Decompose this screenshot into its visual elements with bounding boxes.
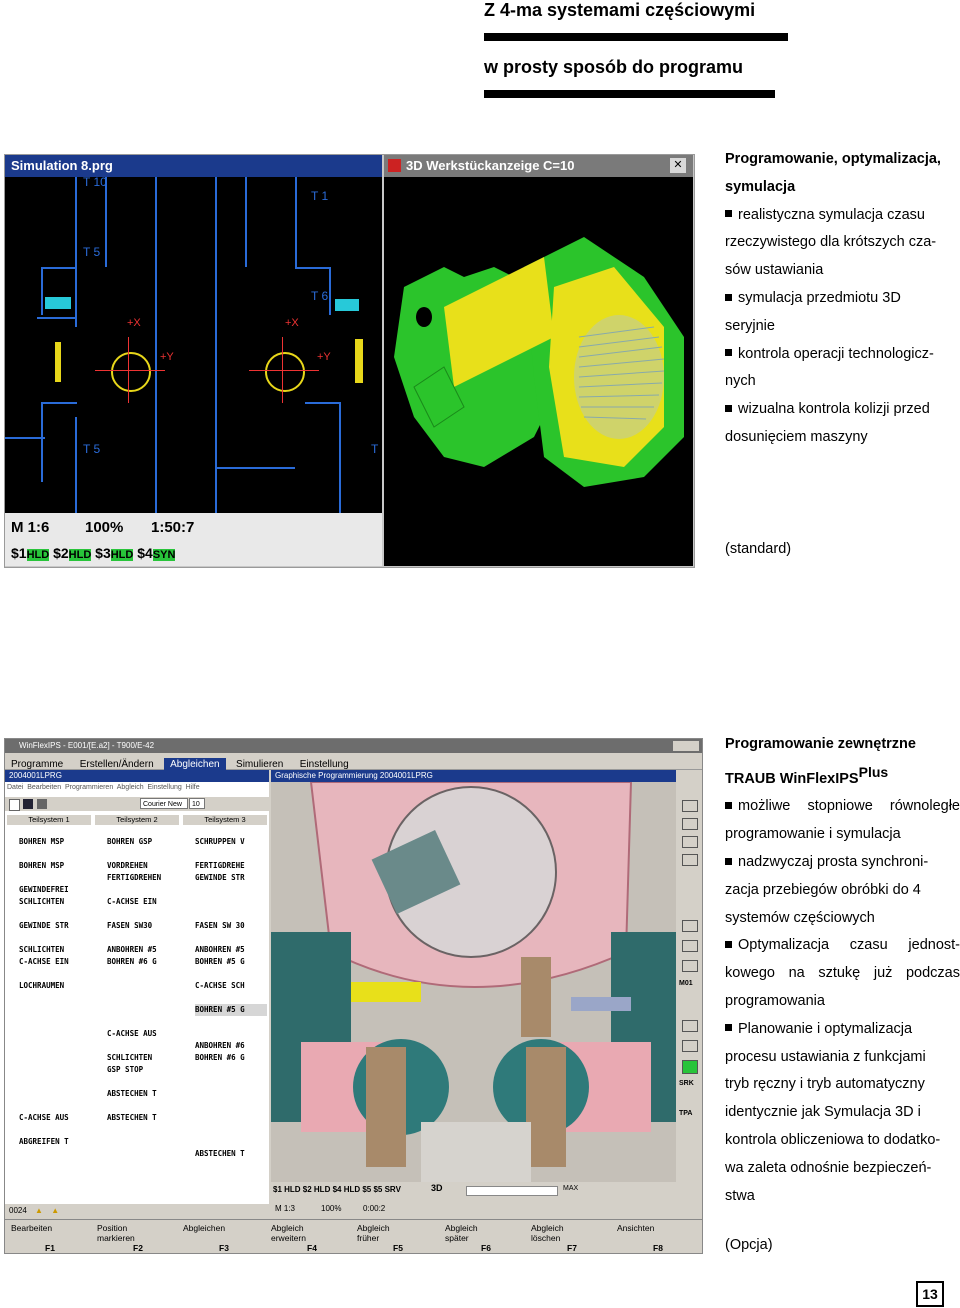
- program-step[interactable]: ABSTECHEN T: [107, 1089, 157, 1098]
- panel-status: [5, 1204, 269, 1218]
- bullet-item: nadzwyczaj prosta synchroni-: [725, 849, 960, 877]
- fkey-abgleich-loeschen[interactable]: Abgleich löschen: [531, 1223, 564, 1243]
- sim-systems-readout: $1 HLD $2 HLD $4 HLD $5 $5 SRV: [273, 1185, 401, 1194]
- program-panel: [5, 770, 269, 1218]
- close-icon[interactable]: ✕: [670, 158, 686, 173]
- scale-readout: M 1:6: [11, 519, 50, 536]
- subsystem-column-2: [107, 836, 179, 1124]
- program-step[interactable]: VORDREHEN: [107, 861, 148, 870]
- program-step[interactable]: FASEN SW30: [107, 921, 153, 930]
- bullet-line: tryb ręczny i tryb automatyczny: [725, 1076, 925, 1093]
- submenu: [7, 784, 200, 791]
- fkey-f5[interactable]: F5: [393, 1243, 403, 1253]
- fkey-abgleich-frueher[interactable]: Abgleich früher: [357, 1223, 390, 1243]
- axis-label-plus-x-2: +X: [285, 317, 299, 329]
- save-icon[interactable]: [23, 799, 33, 809]
- program-step[interactable]: GSP STOP: [107, 1065, 144, 1074]
- menu-erstellen[interactable]: Erstellen/Ändern: [79, 759, 154, 770]
- tool-label-t1: T 1: [311, 189, 329, 203]
- program-step[interactable]: C-ACHSE AUS: [107, 1029, 157, 1038]
- sim-time-readout: 0:00:2: [363, 1204, 386, 1213]
- program-step[interactable]: SCHLICHTEN: [107, 1053, 153, 1062]
- new-file-icon[interactable]: [9, 799, 20, 811]
- main-menu: [5, 754, 702, 770]
- tool-icon[interactable]: [682, 1020, 698, 1032]
- system-state: HLD: [26, 549, 50, 561]
- workpiece-3d-render: [384, 177, 693, 566]
- bullet-line: programowania: [725, 993, 825, 1009]
- graphic-programming-window: [271, 770, 676, 1218]
- warning-icon: ▲: [51, 1206, 60, 1215]
- system-id: $4: [137, 545, 153, 561]
- bullet-item: Planowanie i optymalizacja: [725, 1016, 960, 1044]
- submenu-datei[interactable]: Datei: [7, 784, 24, 791]
- bullet-square-icon: [725, 858, 732, 865]
- machine-3d-render: [271, 782, 676, 1182]
- program-step[interactable]: SCHLICHTEN: [19, 897, 65, 906]
- workpiece-3d-title: 3D Werkstückanzeige C=10: [406, 158, 575, 173]
- program-step[interactable]: BOHREN #5 G: [195, 957, 245, 966]
- section1-note: (standard): [725, 541, 792, 557]
- green-tool-icon[interactable]: [682, 1060, 698, 1074]
- axis-label-plus-y-2: +Y: [317, 351, 331, 363]
- window-controls[interactable]: [673, 741, 699, 751]
- section2-text: [725, 731, 960, 1210]
- bullet-line: zacja przebiegów obróbki do 4: [725, 881, 921, 898]
- sim-statusbar: [271, 1182, 676, 1218]
- fkey-abgleichen[interactable]: Abgleichen: [183, 1223, 226, 1233]
- bullet-line: programowanie i symulacja: [725, 826, 901, 843]
- program-step[interactable]: GEWINDE STR: [19, 921, 69, 930]
- program-step[interactable]: C-ACHSE EIN: [107, 897, 157, 906]
- tool-icon[interactable]: [682, 818, 698, 830]
- submenu-bearbeiten[interactable]: Bearbeiten: [27, 784, 62, 791]
- app-logo-icon: [388, 159, 401, 172]
- program-step[interactable]: SCHLICHTEN: [19, 945, 65, 954]
- bullet-line: systemów częściowych: [725, 909, 875, 926]
- bullet-line: kowego na sztukę już podczas: [725, 965, 960, 982]
- bullet-square-icon: [725, 294, 732, 301]
- system-id: $2: [53, 545, 69, 561]
- tool-label-t: T: [371, 442, 379, 456]
- workpiece-3d-window: [384, 155, 693, 566]
- bullet-line: rzeczywistego dla krótszych cza-: [725, 234, 937, 251]
- system-state: HLD: [110, 549, 134, 561]
- program-step[interactable]: ABSTECHEN T: [195, 1149, 245, 1158]
- program-step[interactable]: ABGREIFEN T: [19, 1137, 69, 1146]
- bullet-line: nych: [725, 373, 756, 390]
- bullet-item: możliwe stopniowe równoległe: [725, 793, 960, 821]
- subsystem-tab-3[interactable]: Teilsystem 3: [183, 815, 267, 825]
- file-label: 2004001LPRG: [5, 770, 269, 782]
- print-icon[interactable]: [37, 799, 47, 809]
- product-name: TRAUB WinFlexIPS$^{Plus}$: [725, 763, 889, 787]
- subsystem-tab-2[interactable]: Teilsystem 2: [95, 815, 179, 825]
- subsystem-column-1: [19, 836, 91, 1148]
- axis-label-plus-y-1: +Y: [160, 351, 174, 363]
- system-states: [11, 545, 175, 561]
- tool-label-t5a: T 5: [83, 245, 101, 259]
- section1-text: [725, 146, 960, 452]
- bullet-item: Optymalizacja czasu jednost-: [725, 932, 960, 960]
- bullet-item: symulacja przedmiotu 3D: [725, 285, 960, 313]
- fkey-f1[interactable]: F1: [45, 1243, 55, 1253]
- sim-percent-readout: 100%: [321, 1204, 342, 1213]
- tool-label-t5b: T 5: [83, 442, 101, 456]
- program-step[interactable]: LOCHRAUMEN: [19, 981, 65, 990]
- menu-abgleichen[interactable]: Abgleichen: [164, 758, 225, 772]
- bullet-item: kontrola operacji technologicz-: [725, 341, 960, 369]
- function-key-bar: [5, 1219, 702, 1254]
- submenu-abgleich[interactable]: Abgleich: [116, 784, 144, 791]
- right-tool-strip: [677, 770, 702, 1218]
- tool-icon[interactable]: [682, 854, 698, 866]
- bullet-item: wizualna kontrola kolizji przed: [725, 396, 960, 424]
- system-state: SYN: [152, 549, 176, 561]
- bullet-line: wa zaleta odnośnie bezpieczeń-: [725, 1159, 932, 1176]
- subsystem-tab-1[interactable]: Teilsystem 1: [7, 815, 91, 825]
- section1-heading-line: symulacja: [725, 178, 796, 195]
- bullet-square-icon: [725, 349, 732, 356]
- program-step[interactable]: BOHREN MSP: [19, 837, 65, 846]
- program-step[interactable]: C-ACHSE AUS: [19, 1113, 69, 1122]
- program-step[interactable]: BOHREN GSP: [107, 837, 153, 846]
- bullet-line: kontrola obliczeniowa to dodatko-: [725, 1131, 941, 1148]
- bullet-line: sów ustawiania: [725, 262, 824, 279]
- program-step[interactable]: FASEN SW 30: [195, 921, 245, 930]
- percent-readout: 100%: [85, 519, 124, 536]
- system-id: $1: [11, 545, 27, 561]
- speed-slider[interactable]: [466, 1186, 558, 1196]
- program-step[interactable]: GEWINDE STR: [195, 873, 245, 882]
- warning-icon: ▲: [35, 1206, 43, 1215]
- bullet-square-icon: [725, 1024, 732, 1031]
- view-3d-button[interactable]: 3D: [431, 1183, 443, 1193]
- heading-rule-top: [484, 33, 788, 41]
- winflexips-screenshot: [4, 738, 703, 1254]
- fkey-abgleich-erweitern[interactable]: Abgleich erweitern: [271, 1223, 306, 1243]
- m01-button[interactable]: M01: [679, 980, 693, 987]
- graphic-programming-titlebar[interactable]: Graphische Programmierung 2004001LPRG: [271, 770, 676, 782]
- simulation-statusbar: [5, 513, 382, 566]
- product-superscript: Plus: [858, 763, 889, 780]
- bullet-square-icon: [725, 941, 732, 948]
- bullet-square-icon: [725, 802, 732, 809]
- fkey-f7[interactable]: F7: [567, 1243, 577, 1253]
- system-id: $3: [95, 545, 111, 561]
- page-subheading: w prosty sposób do programu: [484, 57, 744, 77]
- bullet-item: realistyczna symulacja czasu: [725, 202, 960, 230]
- program-step[interactable]: FERTIGDREHEN: [107, 873, 162, 882]
- program-step[interactable]: FERTIGDREHE: [195, 861, 245, 870]
- winflexips-titlebar[interactable]: [5, 739, 702, 753]
- bullet-square-icon: [725, 210, 732, 217]
- section2-note: (Opcja): [725, 1237, 773, 1253]
- program-step[interactable]: ANBOHREN #6: [195, 1041, 245, 1050]
- simulation-screenshot: [4, 154, 695, 568]
- fkey-bearbeiten[interactable]: Bearbeiten: [11, 1223, 53, 1233]
- fkey-abgleich-spaeter[interactable]: Abgleich später: [445, 1223, 478, 1243]
- srk-button[interactable]: SRK: [679, 1080, 694, 1087]
- fkey-position-markieren[interactable]: Position markieren: [97, 1223, 135, 1243]
- page-number: 13: [916, 1281, 944, 1307]
- program-step[interactable]: C-ACHSE SCH: [195, 981, 245, 990]
- program-step[interactable]: BOHREN #6 G: [195, 1053, 245, 1062]
- toolbar: [5, 797, 269, 811]
- fkey-ansichten[interactable]: Ansichten: [617, 1223, 655, 1233]
- program-step[interactable]: BOHREN MSP: [19, 861, 65, 870]
- fkey-f6[interactable]: F6: [481, 1243, 491, 1253]
- bullet-line: procesu ustawiania z funkcjami: [725, 1048, 926, 1065]
- fkey-f3[interactable]: F3: [219, 1243, 229, 1253]
- section1-heading-line: Programowanie, optymalizacja,: [725, 151, 941, 167]
- program-step[interactable]: BOHREN #5 G: [195, 1004, 267, 1016]
- menu-einstellung[interactable]: Einstellung: [299, 759, 349, 770]
- tool-icon[interactable]: [682, 920, 698, 932]
- menu-programme[interactable]: Programme: [11, 759, 64, 770]
- bullet-line: identycznie jak Symulacja 3D i: [725, 1104, 921, 1121]
- program-step[interactable]: C-ACHSE EIN: [19, 957, 69, 966]
- submenu-hilfe[interactable]: Hilfe: [185, 784, 200, 791]
- tool-icon[interactable]: [682, 836, 698, 848]
- tool-label-t10: T 10: [83, 175, 107, 189]
- submenu-einstellung[interactable]: Einstellung: [147, 784, 182, 791]
- line-counter: 0024: [9, 1206, 27, 1215]
- bullet-line: seryjnie: [725, 317, 775, 334]
- time-readout: 1:50:7: [151, 519, 195, 536]
- system-state: HLD: [68, 549, 92, 561]
- menu-simulieren[interactable]: Simulieren: [236, 759, 284, 770]
- tool-icon[interactable]: [682, 1040, 698, 1052]
- program-step[interactable]: ABSTECHEN T: [107, 1113, 157, 1122]
- simulation-titlebar[interactable]: Simulation 8.prg: [5, 155, 382, 177]
- program-step[interactable]: ANBOHREN #5: [107, 945, 157, 954]
- program-step[interactable]: BOHREN #6 G: [107, 957, 157, 966]
- workpiece-3d-titlebar[interactable]: [384, 155, 693, 177]
- sim-scale-readout: M 1:3: [275, 1204, 296, 1213]
- program-step[interactable]: SCHRUPPEN V: [195, 837, 245, 846]
- max-label: MAX: [563, 1185, 579, 1192]
- program-step[interactable]: ANBOHREN #5: [195, 945, 245, 954]
- submenu-programmieren[interactable]: Programmieren: [64, 784, 114, 791]
- winflexips-title: WinFlexIPS - E001/[E.a2] - T900/E-42: [19, 741, 155, 750]
- fkey-f2[interactable]: F2: [133, 1243, 143, 1253]
- tool-icon[interactable]: [682, 960, 698, 972]
- axis-label-plus-x-1: +X: [127, 317, 141, 329]
- simulation-window: [5, 155, 382, 566]
- bullet-square-icon: [725, 405, 732, 412]
- font-select[interactable]: Courier New: [140, 798, 188, 809]
- fkey-f4[interactable]: F4: [307, 1243, 317, 1253]
- fkey-f8[interactable]: F8: [653, 1243, 663, 1253]
- program-step[interactable]: GEWINDEFREI: [19, 885, 69, 894]
- tool-label-t6: T 6: [311, 289, 329, 303]
- page-heading: Z 4-ma systemami częściowymi: [484, 0, 756, 20]
- tpa-button[interactable]: TPA: [679, 1110, 693, 1117]
- subsystem-column-3: [195, 836, 267, 1160]
- tool-icon[interactable]: [682, 940, 698, 952]
- bullet-line: dosunięciem maszyny: [725, 428, 868, 445]
- font-size-select[interactable]: 10: [189, 798, 205, 809]
- section2-heading: Programowanie zewnętrzne: [725, 736, 916, 752]
- heading-rule-bottom: [484, 90, 775, 98]
- tool-icon[interactable]: [682, 800, 698, 812]
- simulation-canvas: [5, 177, 382, 513]
- bullet-line: stwa: [725, 1187, 755, 1204]
